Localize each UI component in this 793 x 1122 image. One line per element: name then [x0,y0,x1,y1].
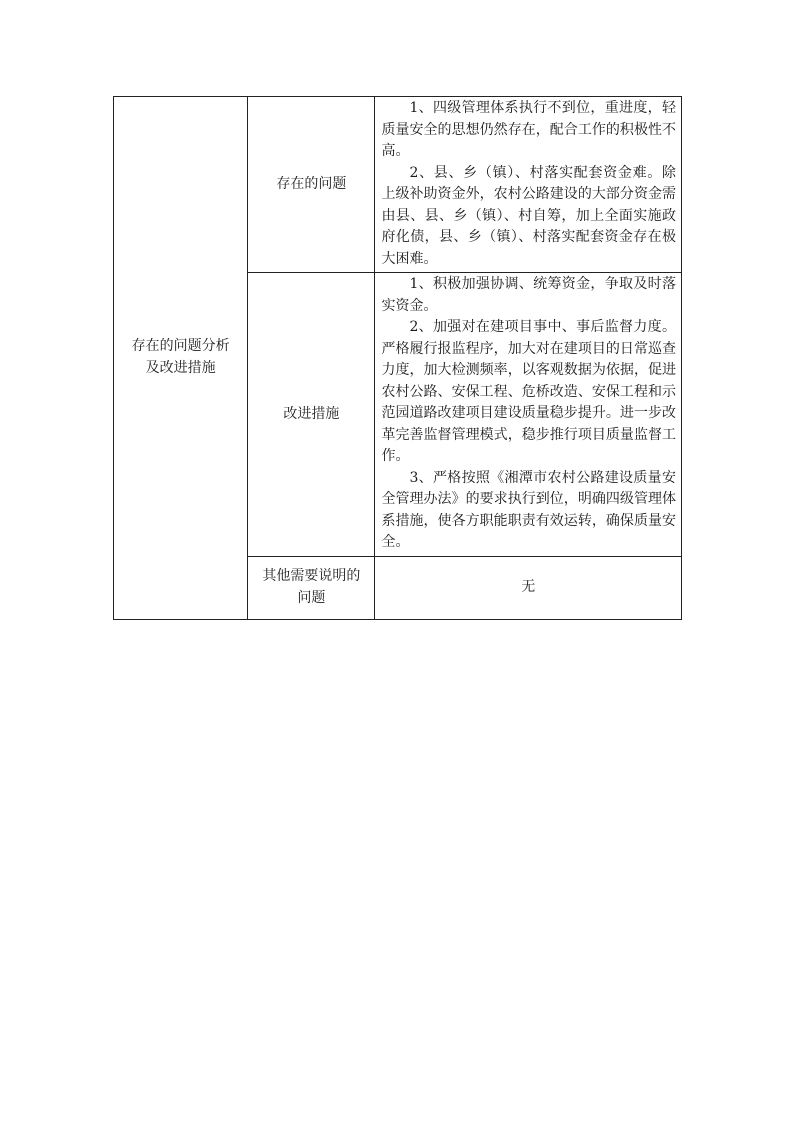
measure-paragraph-3: 3、严格按照《湘潭市农村公路建设质量安全管理办法》的要求执行到位，明确四级管理体系措施，使各方职能职责有效运转，确保质量安全。 [381,469,676,550]
other-issues-label-line-2: 问题 [297,589,326,606]
other-issues-value-cell [375,556,682,619]
problems-analysis-table [113,96,682,620]
problem-paragraph-2: 2、县、乡（镇）、村落实配套资金难。除上级补助资金外，农村公路建设的大部分资金需由县、县、乡（镇）、村自筹，加上全面实施政府化债，县、乡（镇）、村落实配套资金存在极大困难。 [381,164,676,267]
section-label-line-1: 存在的问题分析 [131,338,230,355]
other-issues-value: 无 [521,578,536,595]
measures-label: 改进措施 [283,405,340,422]
section-label-line-2: 及改进措施 [145,359,216,376]
problems-content-cell [375,97,682,273]
other-issues-label-line-1: 其他需要说明的 [262,568,361,584]
problems-label-cell [248,97,375,273]
section-label-cell [114,97,248,620]
problems-label: 存在的问题 [276,175,347,192]
measure-paragraph-2: 2、加强对在建项目事中、事后监督力度。严格履行报监程序，加大对在建项目的日常巡查力度，加大检测频率，以客观数据为依据，促进农村公路、安保工程、危桥改造、安保工程和示范园道路改建项目建设质量稳步提升。进一步改革完善监督管理模式，稳步推行项目质量监督工作。 [381,319,676,464]
problem-paragraph-1: 1、四级管理体系执行不到位，重进度，轻质量安全的思想仍然存在，配合工作的积极性不高。 [381,100,676,159]
measures-content-cell [375,273,682,557]
other-issues-label-cell [248,556,375,619]
measures-label-cell [248,273,375,557]
measure-paragraph-1: 1、积极加强协调、统筹资金，争取及时落实资金。 [381,276,676,314]
problems-row [114,97,682,273]
